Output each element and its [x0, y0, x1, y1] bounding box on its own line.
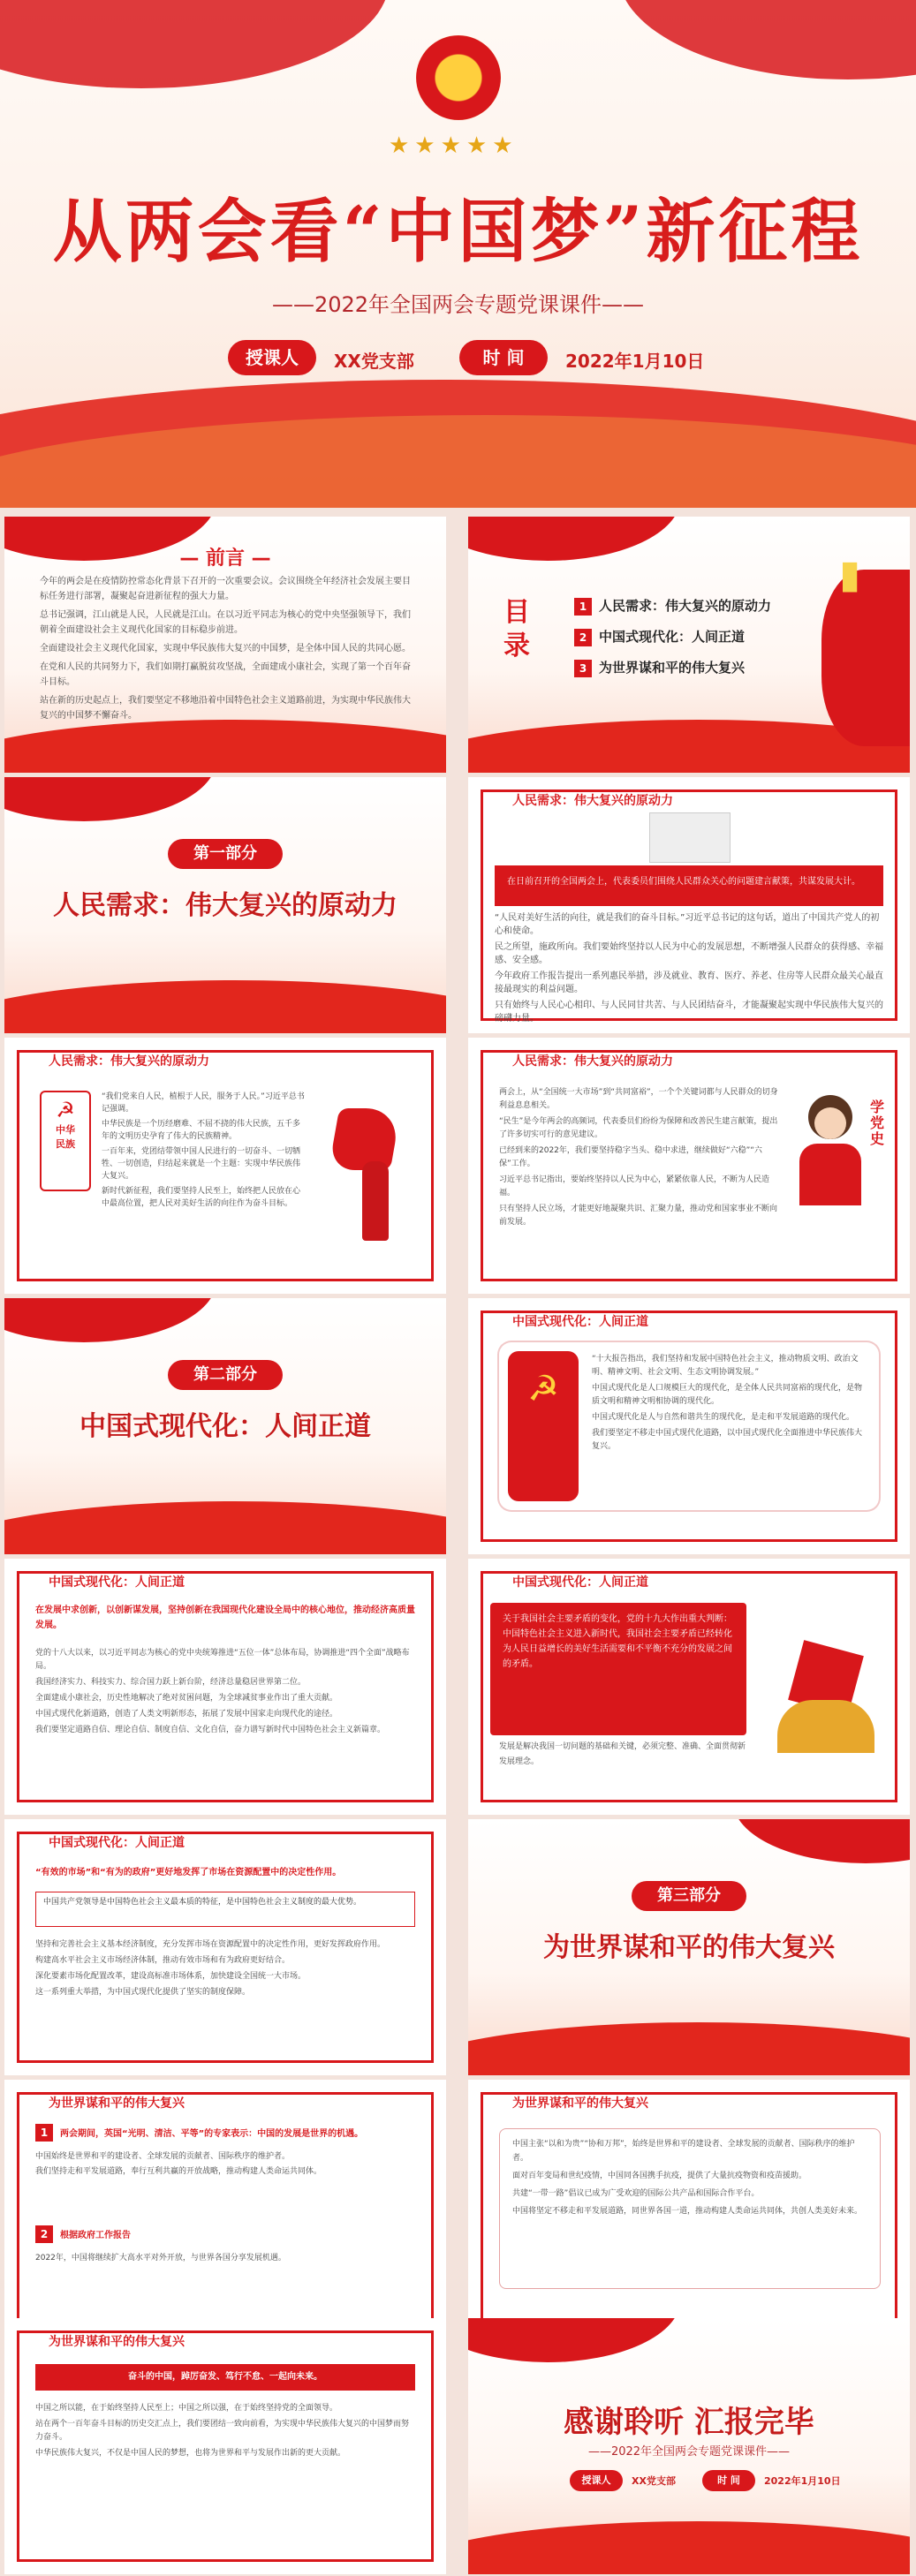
slide-header: 为世界谋和平的伟大复兴 [512, 2096, 648, 2111]
paragraph: 中国式现代化是人口规模巨大的现代化，是全体人民共同富裕的现代化，是物质文明和精神文明相协调的现代化。 [592, 1384, 863, 1406]
content-slide-8 [4, 2080, 446, 2336]
ending-title: 感谢聆听 汇报完毕 [564, 2405, 814, 2440]
time-value: 2022年1月10日 [565, 351, 705, 372]
item-2: 2 根据政府工作报告 [35, 2225, 415, 2243]
badge-text: 中华 [56, 1124, 75, 1136]
paragraph: 面对百年变局和世纪疫情，中国同各国携手抗疫，提供了大量抗疫物资和疫苗援助。 [512, 2172, 807, 2180]
slide-header: 为世界谋和平的伟大复兴 [49, 2335, 185, 2349]
cover-slide [0, 0, 916, 508]
national-emblem-icon [416, 35, 501, 120]
paragraph: 中国主张“以和为贵”“协和万邦”，始终是世界和平的建设者、全球发展的贡献者、国际秩序的维护者。 [512, 2140, 855, 2163]
paragraph: 民之所望，施政所向。我们要始终坚持以人民为中心的发展思想，不断增强人民群众的获得感、幸福感、安全感。 [495, 942, 883, 965]
paragraph: 共建“一带一路”倡议已成为广受欢迎的国际公共产品和国际合作平台。 [512, 2189, 760, 2198]
paragraph: 深化要素市场化配置改革，建设高标准市场体系，加快建设全国统一大市场。 [35, 1972, 307, 1981]
part2-title: 中国式现代化：人间正道 [79, 1411, 371, 1442]
paragraph: 已经到来的2022年，我们要坚持稳字当头、稳中求进，继续做好“六稳”“六保”工作。 [499, 1146, 762, 1168]
time-value: 2022年1月10日 [764, 2475, 841, 2487]
paragraph: 全面建成小康社会，历史性地解决了绝对贫困问题，为全球减贫事业作出了重大贡献。 [35, 1694, 338, 1703]
paragraph: 2022年，中国将继续扩大高水平对外开放，与世界各国分享发展机遇。 [35, 2254, 286, 2262]
slide-header: 中国式现代化：人间正道 [49, 1836, 185, 1850]
content-slide-3 [468, 1038, 910, 1294]
paragraph: 中华民族伟大复兴，不仅是中国人民的梦想，也将为世界和平与发展作出新的更大贡献。 [35, 2449, 346, 2458]
paragraph: 我国经济实力、科技实力、综合国力跃上新台阶，经济总量稳居世界第二位。 [35, 1678, 307, 1687]
party-emblem-panel [508, 1351, 579, 1501]
side-slogan: 学党史 [870, 1099, 885, 1147]
paragraph: 中国式现代化新道路，创造了人类文明新形态，拓展了发展中国家走向现代化的途径。 [35, 1710, 338, 1719]
golden-monument-illustration [760, 1629, 892, 1762]
slide-header: 中国式现代化：人间正道 [49, 1575, 185, 1590]
great-hall-image [649, 812, 731, 863]
preface-paragraph: 站在新的历史起点上，我们要坚定不移地沿着中国特色社会主义道路前进，为实现中华民族伟大复兴的中国梦不懈奋斗。 [40, 696, 411, 721]
paragraph: 一百年来，党团结带领中国人民进行的一切奋斗、一切牺牲、一切创造，归结起来就是一个主题：实现中华民族伟大复兴。 [102, 1147, 301, 1181]
paragraph: “十大报告指出，我们坚持和发展中国特色社会主义，推动物质文明、政治文明、精神文明、社会文明、生态文明协调发展。” [592, 1355, 859, 1377]
toc-item-3[interactable]: 3 为世界谋和平的伟大复兴 [574, 658, 745, 677]
part3-slide [468, 1819, 910, 2075]
quote-box: 中国共产党领导是中国特色社会主义最本质的特征，是中国特色社会主义制度的最大优势。 [35, 1892, 415, 1927]
part3-label: 第三部分 [632, 1881, 746, 1911]
party-emblem-icon: ☭ [56, 1098, 75, 1122]
paragraph: 构建高水平社会主义市场经济体制，推动有效市场和有为政府更好结合。 [35, 1956, 291, 1965]
slide-header: 人民需求：伟大复兴的原动力 [512, 794, 673, 808]
preface-paragraph: 在党和人民的共同努力下，我们如期打赢脱贫攻坚战，全面建成小康社会，实现了第一个百年奋斗目标。 [40, 662, 411, 687]
slide-header: 中国式现代化：人间正道 [512, 1315, 648, 1329]
part1-slide [4, 777, 446, 1033]
part2-slide [4, 1298, 446, 1554]
paragraph: 中国将坚定不移走和平发展道路，同世界各国一道，推动构建人类命运共同体，共创人类美好未来。 [512, 2207, 863, 2216]
content-slide-5 [4, 1559, 446, 1815]
paragraph: 我们要坚定道路自信、理论自信、制度自信、文化自信，奋力谱写新时代中国特色社会主义新篇章。 [35, 1726, 386, 1734]
content-slide-7 [4, 1819, 446, 2075]
cover-subtitle: ——2022年全国两会专题党课课件—— [271, 292, 645, 317]
ending-subtitle: ——2022年全国两会专题党课课件—— [587, 2445, 791, 2459]
content-slide-1 [468, 777, 910, 1033]
paragraph: 新时代新征程，我们要坚持人民至上，始终把人民放在心中最高位置，把人民对美好生活的向往作为奋斗目标。 [102, 1187, 301, 1208]
time-label: 时 间 [459, 340, 548, 375]
slide-header: 为世界谋和平的伟大复兴 [49, 2096, 185, 2111]
paragraph: 这一系列重大举措，为中国式现代化提供了坚实的制度保障。 [35, 1988, 251, 1997]
preface-slide [4, 517, 446, 773]
badge-text: 民族 [56, 1138, 75, 1150]
paragraph: 中国始终是世界和平的建设者、全球发展的贡献者、国际秩序的维护者。 [35, 2152, 291, 2161]
paragraph: 只有始终与人民心心相印、与人民同甘共苦、与人民团结奋斗，才能凝聚起实现中华民族伟大复兴的磅礴力量。 [495, 1001, 883, 1024]
lecturer-value: XX党支部 [334, 351, 414, 372]
paragraph: 党的十八大以来，以习近平同志为核心的党中央统筹推进“五位一体”总体布局，协调推进“四个全面”战略布局。 [35, 1649, 410, 1671]
preface-title: — 前言 — [179, 548, 271, 570]
content-slide-10 [4, 2318, 446, 2574]
paragraph: 今年政府工作报告提出一系列惠民举措，涉及就业、教育、医疗、养老、住房等人民群众最关心最直接最现实的利益问题。 [495, 971, 883, 994]
paragraph: 中华民族是一个历经磨难、不屈不挠的伟大民族，五千多年的文明历史孕育了伟大的民族精神。 [102, 1120, 301, 1141]
highlight-box: 在日前召开的全国两会上，代表委员们围绕人民群众关心的问题建言献策，共谋发展大计。 [495, 865, 883, 906]
toc-item-2[interactable]: 2 中国式现代化：人间正道 [574, 627, 745, 646]
part1-title: 人民需求：伟大复兴的原动力 [53, 890, 397, 921]
slide-header: 人民需求：伟大复兴的原动力 [512, 1054, 673, 1069]
preface-paragraph: 全面建设社会主义现代化国家，实现中华民族伟大复兴的中国梦，是全体中国人民的共同心愿。 [40, 644, 411, 653]
stars-icon: ★★★★★ [389, 132, 519, 159]
time-label: 时 间 [702, 2470, 755, 2491]
part2-label: 第二部分 [168, 1360, 283, 1390]
preface-paragraph: 今年的两会是在疫情防控常态化背景下召开的一次重要会议。会议围绕全年经济社会发展主要目标任务进行部署，凝聚起奋进新征程的强大力量。 [40, 577, 411, 601]
paragraph: 坚持和完善社会主义基本经济制度，充分发挥市场在资源配置中的决定性作用，更好发挥政府作用。 [35, 1940, 386, 1949]
slide-header: 人民需求：伟大复兴的原动力 [49, 1054, 209, 1069]
banner: 奋斗的中国，踔厉奋发、笃行不怠、一起向未来。 [35, 2364, 415, 2391]
part3-title: 为世界谋和平的伟大复兴 [543, 1932, 835, 1963]
lecturer-label: 授课人 [570, 2470, 623, 2491]
part1-label: 第一部分 [168, 839, 283, 869]
party-badge [40, 1091, 91, 1191]
preface-paragraph: 总书记强调，江山就是人民，人民就是江山。在以习近平同志为核心的党中央坚强领导下，我们朝着全面建设社会主义现代化国家的目标稳步前进。 [40, 610, 411, 635]
content-slide-6 [468, 1559, 910, 1815]
content-slide-4 [468, 1298, 910, 1554]
paragraph: 中国式现代化是人与自然和谐共生的现代化，是走和平发展道路的现代化。 [592, 1413, 855, 1422]
paragraph: 中国之所以能，在于始终坚持人民至上；中国之所以强，在于始终坚持党的全面领导。 [35, 2404, 338, 2413]
cover-title: 从两会看“中国梦”新征程 [52, 192, 864, 272]
flag-bearer-figure [327, 1108, 406, 1241]
lead-text: 在发展中求创新，以创新谋发展，坚持创新在我国现代化建设全局中的核心地位，推动经济高质量发展。 [35, 1605, 415, 1630]
paragraph: “民生”是今年两会的高频词，代表委员们纷纷为保障和改善民生建言献策，提出了许多切实可行的意见建议。 [499, 1117, 778, 1139]
paragraph: “人民对美好生活的向往，就是我们的奋斗目标。”习近平总书记的这句话，道出了中国共产党人的初心和使命。 [495, 913, 880, 936]
highlight-box: 关于我国社会主要矛盾的变化，党的十九大作出重大判断：中国特色社会主义进入新时代，我国社会主要矛盾已经转化为人民日益增长的美好生活需要和不平衡不充分的发展之间的矛盾。 [490, 1603, 746, 1735]
paragraph: 发展是解决我国一切问题的基础和关键，必须完整、准确、全面贯彻新发展理念。 [499, 1742, 746, 1766]
item-1: 1 两会期间，英国“光明、清洁、平等”的专家表示：中国的发展是世界的机遇。 [35, 2124, 415, 2142]
lecturer-value: XX党支部 [632, 2475, 676, 2487]
content-slide-9 [468, 2080, 910, 2336]
content-slide-2 [4, 1038, 446, 1294]
slide-header: 中国式现代化：人间正道 [512, 1575, 648, 1590]
lecturer-label: 授课人 [228, 340, 316, 375]
ending-slide [468, 2318, 910, 2574]
toc-item-1[interactable]: 1 人民需求：伟大复兴的原动力 [574, 596, 771, 616]
paragraph: 只有坚持人民立场，才能更好地凝聚共识、汇聚力量，推动党和国家事业不断向前发展。 [499, 1205, 778, 1227]
reading-girl-illustration [795, 1095, 866, 1210]
paragraph: 我们要坚定不移走中国式现代化道路，以中国式现代化全面推进中华民族伟大复兴。 [592, 1429, 863, 1451]
party-emblem-icon: ☭ [527, 1369, 559, 1409]
paragraph: “我们党来自人民，植根于人民，服务于人民。”习近平总书记强调。 [102, 1092, 305, 1114]
paragraph: 站在两个一百年奋斗目标的历史交汇点上，我们要团结一致向前看，为实现中华民族伟大复兴的中国梦而努力奋斗。 [35, 2420, 410, 2442]
paragraph: 我们坚持走和平发展道路，奉行互利共赢的开放战略，推动构建人类命运共同体。 [35, 2167, 322, 2176]
paragraph: 习近平总书记指出，要始终坚持以人民为中心，紧紧依靠人民，不断为人民造福。 [499, 1175, 770, 1197]
toc-slide [468, 517, 910, 773]
paragraph: 两会上，从“全国统一大市场”到“共同富裕”，一个个关键词都与人民群众的切身利益息息相关。 [499, 1088, 778, 1110]
lead-text: “有效的市场”和“有为的政府”更好地发挥了市场在资源配置中的决定性作用。 [35, 1868, 342, 1877]
toc-title: 目录 [503, 597, 530, 661]
huabiao-pillar-icon: ▮ [839, 552, 861, 597]
